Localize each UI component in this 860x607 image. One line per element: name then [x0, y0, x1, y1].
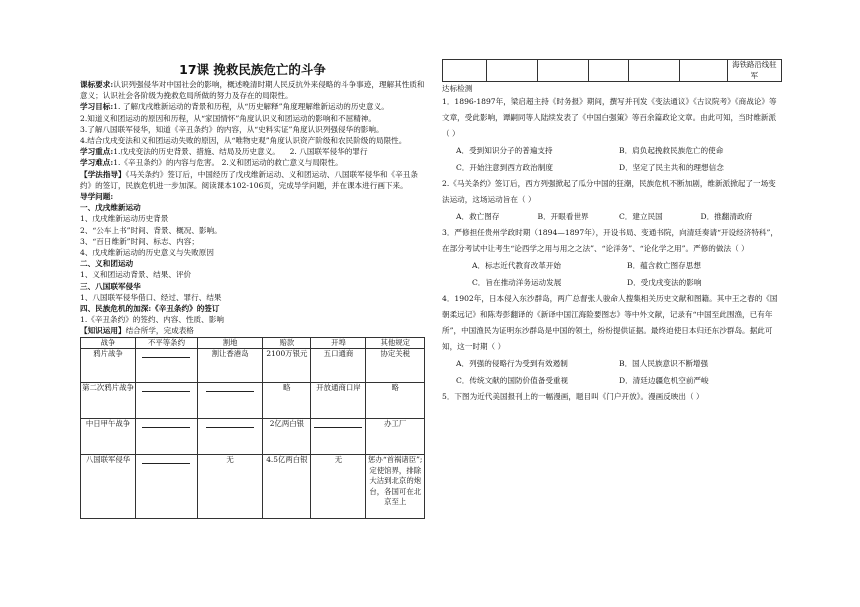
table-cell: 略: [263, 383, 311, 419]
table-cell: 无: [197, 455, 262, 519]
option[interactable]: D．推翻清政府: [700, 212, 753, 221]
outline-item: 二、义和团运动: [80, 259, 134, 269]
option[interactable]: C．传统文献的国防价值备受重视: [456, 376, 569, 385]
table-cell: [487, 60, 538, 82]
right-column: [442, 59, 782, 405]
table-cell: 第二次鸦片战争: [81, 383, 136, 419]
answer-blank[interactable]: [142, 349, 190, 358]
option[interactable]: B．国人民族意识不断增强: [619, 359, 709, 368]
table-cell: [680, 60, 727, 82]
table-cell: 无: [311, 455, 366, 519]
table-header-row: [81, 337, 425, 349]
option[interactable]: A．列强的侵略行为受到有效遏制: [456, 359, 568, 368]
knowledge-text: 结合所学，完成表格: [125, 326, 194, 336]
key-text-2: 2. 八国联军侵华的罪行: [289, 147, 368, 157]
requirement-label: 课标要求:: [80, 80, 114, 89]
option[interactable]: A．受到知识分子的普遍支持: [456, 146, 553, 155]
table-cell-blank[interactable]: [136, 455, 198, 519]
difficulty: [80, 157, 425, 168]
goals: [80, 101, 425, 112]
key-text: 1.戊戌变法的历史背景、措施、结局及历史意义。: [113, 147, 280, 157]
table-cell: [537, 60, 588, 82]
answer-blank[interactable]: [206, 383, 254, 392]
table-header: 不平等条约: [136, 337, 198, 349]
table-cell-blank[interactable]: [136, 419, 198, 455]
guide-label: 【学法指导】: [80, 169, 126, 179]
questions-label: 导学问题:: [80, 192, 114, 202]
table-cell: 中日甲午战争: [81, 419, 136, 455]
table-cell: 协定关税: [366, 349, 425, 383]
table-header: 赔款: [263, 337, 311, 349]
requirement-text: 认识列强侵华对中国社会的影响，概述晚清时期人民反抗外来侵略的斗争事迹，理解其性质和意义；认识社会各阶级为挽救危局所做的努力及存在的局限性。: [80, 80, 425, 101]
goal-1: 1. 了解戊戌维新运动的背景和历程，从“历史解释”角度理解维新运动的历史意义。: [113, 102, 389, 112]
outline-item: 2、“公车上书”时间、背景、概况、影响。: [80, 225, 222, 235]
answer-blank[interactable]: [142, 455, 190, 464]
question-3-options: [442, 257, 782, 291]
table-cell: 五口通商: [311, 349, 366, 383]
table-cell: [443, 60, 487, 82]
option[interactable]: B．肩负起挽救民族危亡的使命: [619, 146, 724, 155]
knowledge-label: 【知识运用】: [80, 326, 126, 336]
option[interactable]: D．受戊戌变法的影响: [627, 278, 702, 287]
question-3: 3．严修担任贵州学政时期（1894—1897年），开设书局、变通书院，向清廷奏请“开设经济特科”，在部分考试中让考生“论西学之用与用之之法”、“论洋务”、“论化学之用”。严修的做法（ ）: [442, 228, 779, 253]
goal-2: 2.知道义和团运动的原因和历程，从“家国情怀”角度认识义和团运动的影响和不屈精神。: [80, 113, 376, 123]
knowledge-table: [80, 337, 425, 520]
option[interactable]: C．建立民国: [619, 212, 663, 221]
question-2: 2.《马关条约》签订后，西方列强掀起了瓜分中国的狂潮，民族危机不断加剧，维新派掀起了一场变法运动，这场运动旨在（ ）: [442, 179, 776, 204]
table-cell: 办工厂: [366, 419, 425, 455]
answer-blank[interactable]: [206, 419, 254, 428]
table-cell: 开放通商口岸: [311, 383, 366, 419]
table-header: 其他规定: [366, 337, 425, 349]
goal-label: 学习目标:: [80, 102, 114, 112]
lesson-title: 17课 挽救民族危亡的斗争: [179, 62, 326, 77]
question-1: 1．1896-1897年，梁启超主持《时务报》期间，撰写并刊发《变法通议》《古议院考》《商战论》等文章，受此影响，谭嗣同等人陆续发表了《中国白强策》等百余篇政论文章。由此可知，当时维新派（ ）: [442, 97, 777, 138]
table-cell-blank[interactable]: [197, 419, 262, 455]
answer-blank[interactable]: [142, 383, 190, 392]
table-row: [81, 349, 425, 383]
difficulty-label: 学习难点:: [80, 158, 114, 168]
table-cell-blank[interactable]: [197, 383, 262, 419]
table-cell: 惩办“首祸诸臣”;定使馆界，排除大沽到北京的炮台，各国可在北京至上: [366, 455, 425, 519]
outline-list: [80, 202, 425, 325]
question-2-options: [442, 208, 782, 225]
key-points: [80, 146, 425, 157]
outline-item: 四、民族危机的加深:《辛丑条约》的签订: [80, 304, 220, 314]
option[interactable]: C．旨在推动洋务运动发展: [472, 278, 562, 287]
option[interactable]: A．救亡图存: [456, 212, 500, 221]
table-row: [81, 455, 425, 519]
table-continuation: [442, 59, 782, 82]
answer-blank[interactable]: [142, 419, 190, 428]
option[interactable]: D．坚定了民主共和的理想信念: [619, 163, 724, 172]
question-5: 5．下图为近代美国报刊上的一幅漫画，题目叫《门户开放》。漫画反映出（ ）: [442, 392, 704, 401]
outline-item: 1、八国联军侵华借口、经过、罪行、结果: [80, 292, 222, 302]
knowledge-use: [80, 325, 425, 336]
table-cell: 略: [366, 383, 425, 419]
outline-item: 4、戊戌维新运动的历史意义与失败原因: [80, 248, 214, 258]
study-guide: [80, 169, 425, 191]
table-row: [443, 60, 782, 82]
table-cell-blank[interactable]: [136, 349, 198, 383]
requirement: [80, 79, 425, 101]
goal-4: 4.结合戊戌变法和义和团运动失败的原因，从“唯物史观”角度认识资产阶级和农民阶级的局限性。: [80, 136, 407, 146]
table-cell: 海铁路沿线驻军: [727, 60, 781, 82]
option[interactable]: B．开眼看世界: [537, 212, 589, 221]
table-cell: 割让香港岛: [197, 349, 262, 383]
table-cell: [629, 60, 680, 82]
outline-item: 一、戊戌维新运动: [80, 203, 141, 213]
table-header: 战争: [81, 337, 136, 349]
difficulty-text: 1.《辛丑条约》的内容与危害。 2.义和团运动的救亡意义与局限性。: [113, 158, 343, 168]
guide-text: 《马关条约》签订后，中国经历了戊戌维新运动、义和团运动、八国联军侵华和《辛丑条约》的签订，民族危机进一步加深。阅读课本102-106页，完成导学问题，并在课本进行画下来。: [80, 169, 418, 190]
table-header: 开埠: [311, 337, 366, 349]
option[interactable]: B．蕴含救亡图存思想: [627, 261, 701, 270]
left-column: [80, 62, 425, 519]
table-cell: 2100万银元: [263, 349, 311, 383]
outline-item: 三、八国联军侵华: [80, 281, 141, 291]
question-1-options: [442, 142, 782, 176]
table-cell: 八国联军侵华: [81, 455, 136, 519]
table-row: [81, 419, 425, 455]
goal-3: 3.了解八国联军侵华，知道《辛丑条约》的内容，从“史料实证”角度认识列强侵华的影响。: [80, 124, 384, 134]
table-cell: [588, 60, 629, 82]
outline-item: 1、戊戌维新运动历史背景: [80, 214, 169, 224]
table-cell-blank[interactable]: [136, 383, 198, 419]
question-4: 4．1902年，日本侵入东沙群岛，两广总督张人骏命人搜集相关历史文献和图籍。其中王之春的《国朝柔远记》和陈寿彭翻译的《新译中国江海险要图志》等中外文献，记录有“中国至此围渔，已有年所”，中国渔民为证明东沙群岛是中国的领土，纷纷提供证据。最终迫使日本归还东沙群岛。据此可知，这一时期（ ）: [442, 294, 778, 351]
option[interactable]: A．标志近代教育改革开始: [472, 261, 562, 270]
table-header: 割地: [197, 337, 262, 349]
section-title: 达标检测: [442, 84, 473, 93]
key-label: 学习重点:: [80, 147, 114, 157]
answer-blank[interactable]: [314, 419, 362, 428]
outline-item: 1、义和团运动背景、结果、评价: [80, 270, 192, 280]
table-cell: 4.5亿两白银: [263, 455, 311, 519]
option[interactable]: D．清廷边疆危机空前严峻: [619, 376, 709, 385]
table-cell-blank[interactable]: [311, 419, 366, 455]
question-4-options: [442, 355, 782, 389]
outline-item: 1.《辛丑条约》的签约、内容、性质、影响: [80, 315, 224, 325]
outline-item: 3、“百日维新”时间、标志、内容；: [80, 236, 199, 246]
table-cell: 2亿两白银: [263, 419, 311, 455]
table-cell: 鸦片战争: [81, 349, 136, 383]
table-row: [81, 383, 425, 419]
option[interactable]: C．开始注意到西方政治制度: [456, 163, 553, 172]
